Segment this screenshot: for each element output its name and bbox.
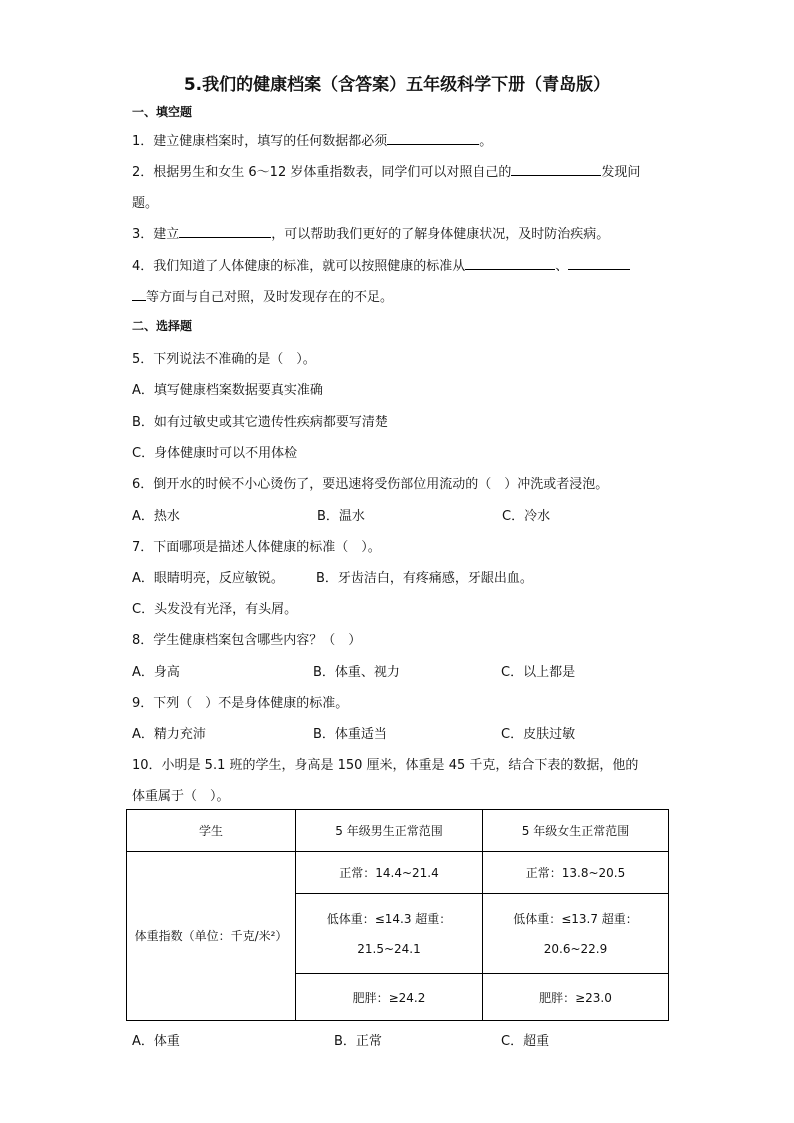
table-cell: 肥胖：≥23.0 [483,974,669,1021]
question-8: 8．学生健康档案包含哪些内容？（ ） [132,633,362,648]
question-5: 5．下列说法不准确的是（ ）。 [132,352,316,367]
table-cell-line: 21.5~24.1 [357,941,421,956]
option-8b[interactable]: B．体重、视力 [313,665,400,680]
table-cell-line: 20.6~22.9 [543,941,608,956]
option-6b[interactable]: B．温水 [317,509,365,524]
section-choice-heading: 二、选择题 [132,319,193,333]
question-1-text: 1．建立健康档案时，填写的任何数据都必须 [132,134,388,149]
question-3-cont: ，可以帮助我们更好的了解身体健康状况，及时防治疾病。 [271,227,610,242]
table-cell [296,894,483,974]
question-4-wrap [132,286,393,305]
option-8a[interactable]: A．身高 [132,665,180,680]
question-2-wrap: 题。 [132,196,159,211]
question-6: 6．倒开水的时候不小心烫伤了，要迅速将受伤部位用流动的（ ）冲洗或者浸泡。 [132,477,609,492]
question-2-cont: 发现问 [601,165,641,180]
answer-blank[interactable] [465,256,555,270]
answer-blank[interactable] [132,287,146,301]
question-1 [132,130,492,149]
question-4-sep: 、 [555,259,569,274]
option-5c[interactable]: C．身体健康时可以不用体检 [132,446,298,461]
page-title: 5.我们的健康档案（含答案）五年级科学下册（青岛版） [183,75,611,95]
option-7a[interactable]: A．眼睛明亮，反应敏锐。 [132,571,284,586]
answer-blank[interactable] [179,224,271,238]
bmi-table [126,809,669,1021]
question-4-text: 4．我们知道了人体健康的标准，就可以按照健康的标准从 [132,259,466,274]
table-cell-line: 低体重：≤13.7 超重： [513,911,638,926]
table-cell [483,894,669,974]
option-10a[interactable]: A．体重 [132,1034,180,1049]
section-fill-heading: 一、填空题 [132,105,193,119]
question-10-wrap: 体重属于（ ）。 [132,789,230,804]
option-6c[interactable]: C．冷水 [502,509,551,524]
option-9b[interactable]: B．体重适当 [313,727,387,742]
answer-blank[interactable] [511,162,601,176]
table-cell: 肥胖：≥24.2 [296,974,483,1021]
option-10c[interactable]: C．超重 [501,1034,550,1049]
option-9c[interactable]: C．皮肤过敏 [501,727,576,742]
option-5a[interactable]: A．填写健康档案数据要真实准确 [132,383,323,398]
question-3 [132,223,609,242]
question-9: 9．下列（ ）不是身体健康的标准。 [132,696,349,711]
table-header-cell: 5 年级女生正常范围 [483,810,669,852]
option-6a[interactable]: A．热水 [132,509,180,524]
table-row-label: 体重指数（单位：千克/米²） [127,852,296,1021]
question-2-text: 2．根据男生和女生 6～12 岁体重指数表，同学们可以对照自己的 [132,165,512,180]
question-2 [132,161,640,180]
option-5b[interactable]: B．如有过敏史或其它遗传性疾病都要写清楚 [132,415,388,430]
question-1-end: 。 [479,134,493,149]
table-header-cell: 学生 [127,810,296,852]
option-10b[interactable]: B．正常 [334,1034,382,1049]
table-cell-line: 低体重：≤14.3 超重： [326,911,452,926]
question-4-cont: 等方面与自己对照，及时发现存在的不足。 [146,290,394,305]
table-header-cell: 5 年级男生正常范围 [296,810,483,852]
question-4 [132,255,630,274]
option-7c[interactable]: C．头发没有光泽，有头屑。 [132,602,298,617]
question-7: 7．下面哪项是描述人体健康的标准（ ）。 [132,540,381,555]
question-3-text: 3．建立 [132,227,180,242]
question-10: 10．小明是 5.1 班的学生，身高是 150 厘米，体重是 45 千克，结合下表的数据，他的 [132,758,639,773]
answer-blank[interactable] [387,131,479,145]
option-7b[interactable]: B．牙齿洁白，有疼痛感，牙龈出血。 [316,571,533,586]
table-cell: 正常：14.4~21.4 [296,852,483,894]
table-cell: 正常：13.8~20.5 [483,852,669,894]
option-9a[interactable]: A．精力充沛 [132,727,206,742]
option-8c[interactable]: C．以上都是 [501,665,576,680]
answer-blank[interactable] [568,256,630,270]
